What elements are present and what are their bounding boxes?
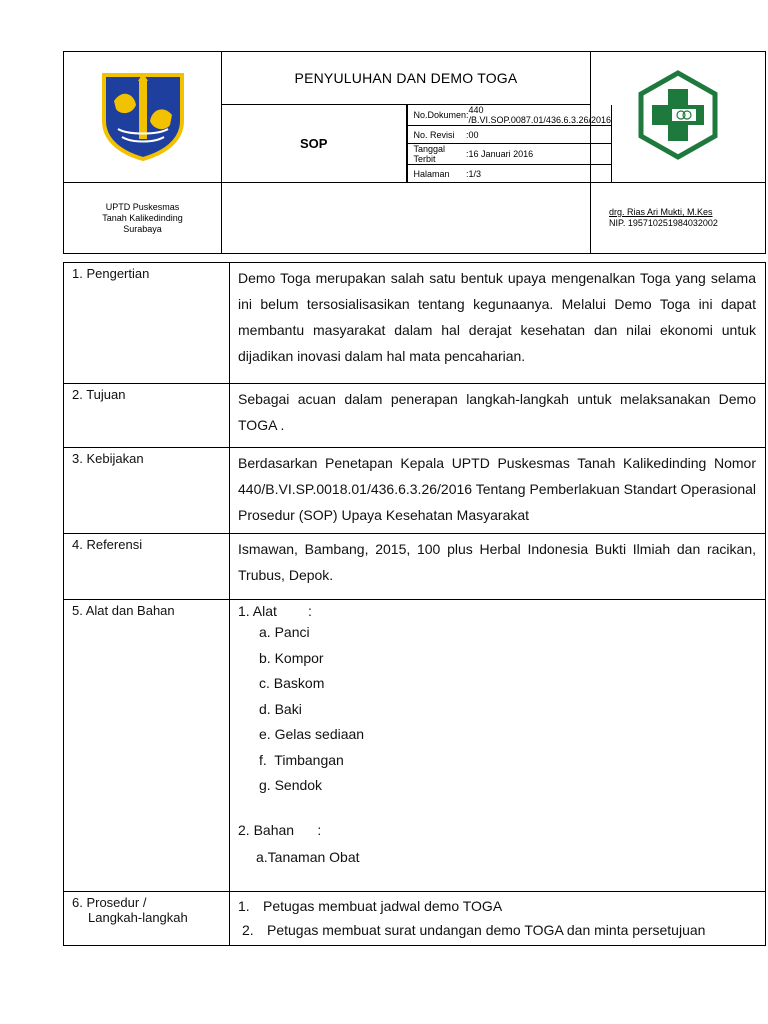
section-text: Sebagai acuan dalam penerapan langkah-langkah untuk melaksanakan Demo TOGA . xyxy=(230,384,766,448)
list-item: e. Gelas sediaan xyxy=(259,726,365,742)
surabaya-emblem-icon xyxy=(98,69,188,161)
section-label: 4. Referensi xyxy=(64,534,230,600)
sop-content-table xyxy=(63,262,766,946)
section-row-prosedur xyxy=(64,892,766,946)
section-label: 6. Prosedur / Langkah-langkah xyxy=(64,892,230,946)
section-text: Ismawan, Bambang, 2015, 100 plus Herbal Indonesia Bukti Ilmiah dan racikan, Trubus, Depok. xyxy=(230,534,766,600)
meta-cell xyxy=(406,105,611,183)
signer-nip: NIP. 195710251984032002 xyxy=(609,218,718,228)
document-title: PENYULUHAN DAN DEMO TOGA xyxy=(222,52,591,105)
bahan-heading: 2. Bahan : xyxy=(238,821,322,838)
blank-header-cell xyxy=(222,183,591,254)
signer-name: drg. Rias Ari Mukti, M.Kes xyxy=(609,207,713,217)
procedure-step: 1. Petugas membuat jadwal demo TOGA xyxy=(238,898,503,914)
section-label: 3. Kebijakan xyxy=(64,448,230,534)
procedure-step: 2. Petugas membuat surat undangan demo TOGA dan minta persetujuan xyxy=(242,922,706,938)
list-item: b. Kompor xyxy=(259,649,324,666)
section-row-alat-bahan xyxy=(64,600,766,892)
list-item: c. Baskom xyxy=(259,675,325,691)
list-item: g. Sendok xyxy=(259,777,323,793)
list-item: a.Tanaman Obat xyxy=(256,848,360,865)
section-text: Berdasarkan Penetapan Kepala UPTD Puskesmas Tanah Kalikedinding Nomor 440/B.VI.SP.0018.01/436.6.3.26/2016 Tentang Pemberlakuan Standart Operasional Prosedur (SOP) Upaya Kesehatan Masyarakat xyxy=(230,448,766,534)
section-row-referensi xyxy=(64,534,766,600)
header-table xyxy=(63,51,766,254)
list-item: a. Panci xyxy=(259,624,310,640)
spacer xyxy=(238,799,756,821)
alat-heading: 1. Alat : xyxy=(238,603,312,619)
puskesmas-logo-icon xyxy=(632,69,724,161)
list-item: f. Timbangan xyxy=(259,751,344,768)
signer-block xyxy=(591,183,766,254)
sop-label: SOP xyxy=(222,105,407,183)
meta-row-revision: No. Revisi : 00 xyxy=(407,126,611,144)
section-row-pengertian xyxy=(64,263,766,384)
section-row-kebijakan xyxy=(64,448,766,534)
left-logo-cell xyxy=(64,52,222,183)
section-label: 1. Pengertian xyxy=(64,263,230,384)
equipment-list xyxy=(230,600,766,892)
section-label: 2. Tujuan xyxy=(64,384,230,448)
meta-row-page: Halaman : 1/3 xyxy=(407,165,611,183)
section-label: 5. Alat dan Bahan xyxy=(64,600,230,892)
procedure-steps xyxy=(230,892,766,946)
organization-name: UPTD Puskesmas Tanah Kalikedinding Surabaya xyxy=(64,183,222,254)
list-item: d. Baki xyxy=(259,700,302,717)
meta-row-issue-date: Tanggal Terbit : 16 Januari 2016 xyxy=(407,144,611,165)
section-text: Demo Toga merupakan salah satu bentuk upaya mengenalkan Toga yang selama ini belum tersosialisasikan tentang kegunaanya. Melalui Demo Toga ini dapat membantu masyarakat dalam hal derajat kesehatan dan nilai ekonomi untuk dijadikan inovasi dalam hal mata pencaharian. xyxy=(230,263,766,384)
document-meta-table xyxy=(407,105,612,182)
right-logo-cell xyxy=(591,52,766,183)
section-row-tujuan xyxy=(64,384,766,448)
meta-row-doc-number: No.Dokumen : 440 /B.VI.SOP.0087.01/436.6.3.26/2016 xyxy=(407,105,611,126)
